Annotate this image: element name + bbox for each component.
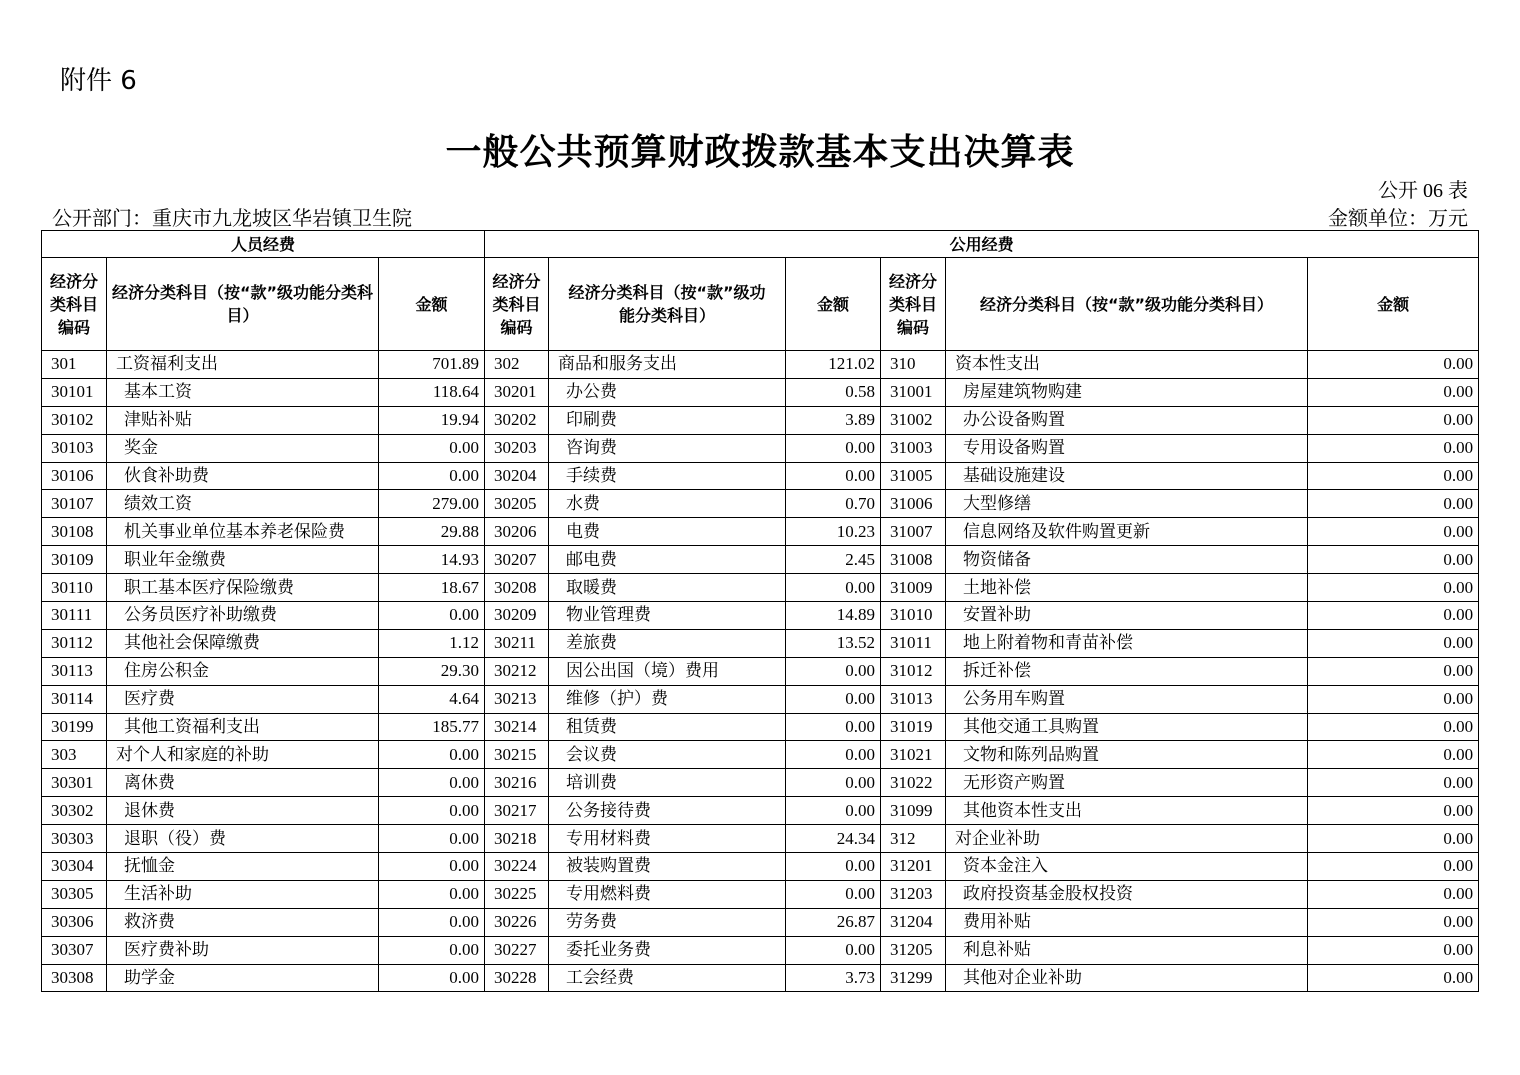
table-row (42, 434, 1479, 462)
name-cell: 土地补偿 (946, 574, 1308, 602)
code-cell: 31012 (881, 657, 946, 685)
code-cell: 30308 (42, 964, 107, 992)
header-code: 经济分类科目编码 (42, 258, 107, 351)
amount-cell: 13.52 (786, 629, 881, 657)
table-row (42, 406, 1479, 434)
name-cell: 大型修缮 (946, 490, 1308, 518)
name-cell: 基本工资 (107, 378, 379, 406)
code-cell: 30202 (485, 406, 549, 434)
table-row (42, 741, 1479, 769)
amount-cell: 1.12 (379, 629, 485, 657)
header-name: 经济分类科目（按“款”级功能分类科目） (549, 258, 786, 351)
amount-cell: 0.00 (1308, 964, 1479, 992)
name-cell: 奖金 (107, 434, 379, 462)
name-cell: 利息补贴 (946, 936, 1308, 964)
amount-cell: 0.00 (786, 434, 881, 462)
amount-cell: 0.00 (1308, 713, 1479, 741)
amount-cell: 0.00 (379, 741, 485, 769)
code-cell: 31021 (881, 741, 946, 769)
name-cell: 公务接待费 (549, 797, 786, 825)
amount-cell: 0.00 (1308, 462, 1479, 490)
unit-label: 金额单位：万元 (1328, 208, 1468, 230)
header-name: 经济分类科目（按“款”级功能分类科目） (946, 258, 1308, 351)
name-cell: 办公费 (549, 378, 786, 406)
amount-cell: 4.64 (379, 685, 485, 713)
table-row (42, 490, 1479, 518)
code-cell: 31204 (881, 908, 946, 936)
name-cell: 租赁费 (549, 713, 786, 741)
name-cell: 费用补贴 (946, 908, 1308, 936)
name-cell: 资本性支出 (946, 351, 1308, 379)
name-cell: 劳务费 (549, 908, 786, 936)
name-cell: 委托业务费 (549, 936, 786, 964)
table-row (42, 462, 1479, 490)
code-cell: 31005 (881, 462, 946, 490)
code-cell: 30214 (485, 713, 549, 741)
amount-cell: 0.00 (379, 797, 485, 825)
header-amount: 金额 (379, 258, 485, 351)
code-cell: 30109 (42, 546, 107, 574)
name-cell: 公务用车购置 (946, 685, 1308, 713)
name-cell: 房屋建筑物购建 (946, 378, 1308, 406)
code-cell: 31019 (881, 713, 946, 741)
name-cell: 离休费 (107, 769, 379, 797)
code-cell: 30304 (42, 853, 107, 881)
code-cell: 30111 (42, 602, 107, 630)
table-row (42, 574, 1479, 602)
amount-cell: 0.00 (786, 685, 881, 713)
name-cell: 无形资产购置 (946, 769, 1308, 797)
amount-cell: 19.94 (379, 406, 485, 434)
code-cell: 310 (881, 351, 946, 379)
amount-cell: 0.00 (1308, 936, 1479, 964)
amount-cell: 0.00 (1308, 853, 1479, 881)
code-cell: 31010 (881, 602, 946, 630)
amount-cell: 0.00 (1308, 602, 1479, 630)
name-cell: 培训费 (549, 769, 786, 797)
amount-cell: 0.00 (379, 936, 485, 964)
name-cell: 抚恤金 (107, 853, 379, 881)
amount-cell: 24.34 (786, 825, 881, 853)
code-cell: 31006 (881, 490, 946, 518)
code-cell: 30216 (485, 769, 549, 797)
code-cell: 30205 (485, 490, 549, 518)
name-cell: 差旅费 (549, 629, 786, 657)
amount-cell: 121.02 (786, 351, 881, 379)
table-row (42, 546, 1479, 574)
name-cell: 其他交通工具购置 (946, 713, 1308, 741)
code-cell: 30305 (42, 880, 107, 908)
name-cell: 职业年金缴费 (107, 546, 379, 574)
name-cell: 地上附着物和青苗补偿 (946, 629, 1308, 657)
amount-cell: 0.70 (786, 490, 881, 518)
code-cell: 30209 (485, 602, 549, 630)
amount-cell: 0.00 (786, 713, 881, 741)
amount-cell: 0.00 (379, 853, 485, 881)
name-cell: 其他工资福利支出 (107, 713, 379, 741)
code-cell: 31022 (881, 769, 946, 797)
name-cell: 退休费 (107, 797, 379, 825)
name-cell: 印刷费 (549, 406, 786, 434)
code-cell: 31011 (881, 629, 946, 657)
code-cell: 30208 (485, 574, 549, 602)
amount-cell: 0.00 (1308, 908, 1479, 936)
name-cell: 政府投资基金股权投资 (946, 880, 1308, 908)
name-cell: 津贴补贴 (107, 406, 379, 434)
name-cell: 取暖费 (549, 574, 786, 602)
name-cell: 对个人和家庭的补助 (107, 741, 379, 769)
code-cell: 30224 (485, 853, 549, 881)
name-cell: 被装购置费 (549, 853, 786, 881)
amount-cell: 0.00 (1308, 490, 1479, 518)
name-cell: 安置补助 (946, 602, 1308, 630)
header-amount: 金额 (1308, 258, 1479, 351)
amount-cell: 18.67 (379, 574, 485, 602)
code-cell: 30206 (485, 518, 549, 546)
amount-cell: 29.30 (379, 657, 485, 685)
code-cell: 31007 (881, 518, 946, 546)
page-title: 一般公共预算财政拨款基本支出决算表 (445, 132, 1075, 173)
amount-cell: 0.00 (1308, 574, 1479, 602)
group-header-personnel: 人员经费 (42, 231, 485, 258)
code-cell: 30307 (42, 936, 107, 964)
code-cell: 30103 (42, 434, 107, 462)
amount-cell: 26.87 (786, 908, 881, 936)
amount-cell: 0.00 (786, 574, 881, 602)
amount-cell: 0.00 (379, 769, 485, 797)
table-row (42, 880, 1479, 908)
amount-cell: 29.88 (379, 518, 485, 546)
name-cell: 医疗费 (107, 685, 379, 713)
amount-cell: 2.45 (786, 546, 881, 574)
amount-cell: 185.77 (379, 713, 485, 741)
table-row (42, 936, 1479, 964)
amount-cell: 14.93 (379, 546, 485, 574)
table-row (42, 853, 1479, 881)
code-cell: 31099 (881, 797, 946, 825)
amount-cell: 14.89 (786, 602, 881, 630)
amount-cell: 0.00 (1308, 741, 1479, 769)
name-cell: 水费 (549, 490, 786, 518)
amount-cell: 0.00 (786, 880, 881, 908)
code-cell: 30211 (485, 629, 549, 657)
name-cell: 基础设施建设 (946, 462, 1308, 490)
table-row (42, 964, 1479, 992)
name-cell: 伙食补助费 (107, 462, 379, 490)
code-cell: 31203 (881, 880, 946, 908)
code-cell: 30303 (42, 825, 107, 853)
amount-cell: 0.00 (379, 434, 485, 462)
code-cell: 30113 (42, 657, 107, 685)
code-cell: 301 (42, 351, 107, 379)
amount-cell: 0.00 (379, 602, 485, 630)
code-cell: 30228 (485, 964, 549, 992)
amount-cell: 0.00 (1308, 406, 1479, 434)
table-number: 公开 06 表 (1378, 180, 1468, 202)
name-cell: 会议费 (549, 741, 786, 769)
name-cell: 商品和服务支出 (549, 351, 786, 379)
amount-cell: 0.00 (379, 462, 485, 490)
name-cell: 助学金 (107, 964, 379, 992)
header-code: 经济分类科目编码 (485, 258, 549, 351)
code-cell: 31008 (881, 546, 946, 574)
code-cell: 30199 (42, 713, 107, 741)
name-cell: 物资储备 (946, 546, 1308, 574)
name-cell: 拆迁补偿 (946, 657, 1308, 685)
name-cell: 专用设备购置 (946, 434, 1308, 462)
name-cell: 退职（役）费 (107, 825, 379, 853)
code-cell: 31003 (881, 434, 946, 462)
name-cell: 办公设备购置 (946, 406, 1308, 434)
amount-cell: 3.89 (786, 406, 881, 434)
amount-cell: 0.00 (786, 657, 881, 685)
code-cell: 30201 (485, 378, 549, 406)
name-cell: 维修（护）费 (549, 685, 786, 713)
amount-cell: 118.64 (379, 378, 485, 406)
code-cell: 30301 (42, 769, 107, 797)
name-cell: 医疗费补助 (107, 936, 379, 964)
group-header-public: 公用经费 (485, 231, 1479, 258)
code-cell: 30203 (485, 434, 549, 462)
amount-cell: 0.00 (786, 936, 881, 964)
code-cell: 30112 (42, 629, 107, 657)
name-cell: 生活补助 (107, 880, 379, 908)
amount-cell: 279.00 (379, 490, 485, 518)
amount-cell: 0.00 (1308, 518, 1479, 546)
table-row (42, 657, 1479, 685)
code-cell: 312 (881, 825, 946, 853)
name-cell: 绩效工资 (107, 490, 379, 518)
code-cell: 30225 (485, 880, 549, 908)
name-cell: 邮电费 (549, 546, 786, 574)
code-cell: 30106 (42, 462, 107, 490)
amount-cell: 0.00 (379, 908, 485, 936)
code-cell: 30107 (42, 490, 107, 518)
name-cell: 物业管理费 (549, 602, 786, 630)
table-row (42, 797, 1479, 825)
table-row (42, 713, 1479, 741)
code-cell: 30212 (485, 657, 549, 685)
amount-cell: 0.00 (1308, 351, 1479, 379)
code-cell: 30302 (42, 797, 107, 825)
amount-cell: 0.00 (1308, 434, 1479, 462)
amount-cell: 0.00 (1308, 546, 1479, 574)
amount-cell: 0.00 (786, 741, 881, 769)
code-cell: 30213 (485, 685, 549, 713)
name-cell: 职工基本医疗保险缴费 (107, 574, 379, 602)
code-cell: 30207 (485, 546, 549, 574)
table-row (42, 908, 1479, 936)
amount-cell: 0.00 (786, 797, 881, 825)
name-cell: 信息网络及软件购置更新 (946, 518, 1308, 546)
amount-cell: 0.00 (786, 769, 881, 797)
code-cell: 30215 (485, 741, 549, 769)
name-cell: 其他资本性支出 (946, 797, 1308, 825)
code-cell: 302 (485, 351, 549, 379)
amount-cell: 0.00 (379, 880, 485, 908)
department-label: 公开部门：重庆市九龙坡区华岩镇卫生院 (52, 208, 412, 230)
name-cell: 住房公积金 (107, 657, 379, 685)
code-cell: 31009 (881, 574, 946, 602)
table-row (42, 351, 1479, 379)
header-amount: 金额 (786, 258, 881, 351)
name-cell: 文物和陈列品购置 (946, 741, 1308, 769)
name-cell: 其他社会保障缴费 (107, 629, 379, 657)
amount-cell: 3.73 (786, 964, 881, 992)
amount-cell: 0.00 (1308, 378, 1479, 406)
amount-cell: 0.00 (1308, 629, 1479, 657)
name-cell: 工资福利支出 (107, 351, 379, 379)
code-cell: 30114 (42, 685, 107, 713)
table-row (42, 825, 1479, 853)
code-cell: 30108 (42, 518, 107, 546)
code-cell: 30102 (42, 406, 107, 434)
code-cell: 30226 (485, 908, 549, 936)
table-row (42, 602, 1479, 630)
name-cell: 手续费 (549, 462, 786, 490)
table-row (42, 769, 1479, 797)
name-cell: 公务员医疗补助缴费 (107, 602, 379, 630)
code-cell: 30204 (485, 462, 549, 490)
code-cell: 31013 (881, 685, 946, 713)
name-cell: 专用材料费 (549, 825, 786, 853)
amount-cell: 0.00 (1308, 797, 1479, 825)
table-row (42, 629, 1479, 657)
name-cell: 资本金注入 (946, 853, 1308, 881)
header-name: 经济分类科目（按“款”级功能分类科目） (107, 258, 379, 351)
code-cell: 30227 (485, 936, 549, 964)
code-cell: 31201 (881, 853, 946, 881)
code-cell: 303 (42, 741, 107, 769)
code-cell: 30101 (42, 378, 107, 406)
amount-cell: 0.00 (379, 964, 485, 992)
attachment-label: 附件 6 (60, 66, 137, 96)
code-cell: 30306 (42, 908, 107, 936)
amount-cell: 0.00 (379, 825, 485, 853)
code-cell: 31205 (881, 936, 946, 964)
amount-cell: 10.23 (786, 518, 881, 546)
amount-cell: 0.00 (1308, 825, 1479, 853)
table-row (42, 378, 1479, 406)
amount-cell: 0.00 (1308, 880, 1479, 908)
name-cell: 电费 (549, 518, 786, 546)
table-row (42, 518, 1479, 546)
amount-cell: 0.00 (786, 853, 881, 881)
amount-cell: 701.89 (379, 351, 485, 379)
code-cell: 30110 (42, 574, 107, 602)
amount-cell: 0.00 (786, 462, 881, 490)
name-cell: 咨询费 (549, 434, 786, 462)
amount-cell: 0.58 (786, 378, 881, 406)
code-cell: 30218 (485, 825, 549, 853)
name-cell: 工会经费 (549, 964, 786, 992)
table-row (42, 685, 1479, 713)
header-code: 经济分类科目编码 (881, 258, 946, 351)
code-cell: 30217 (485, 797, 549, 825)
code-cell: 31299 (881, 964, 946, 992)
name-cell: 救济费 (107, 908, 379, 936)
code-cell: 31001 (881, 378, 946, 406)
name-cell: 机关事业单位基本养老保险费 (107, 518, 379, 546)
name-cell: 对企业补助 (946, 825, 1308, 853)
amount-cell: 0.00 (1308, 769, 1479, 797)
name-cell: 因公出国（境）费用 (549, 657, 786, 685)
name-cell: 其他对企业补助 (946, 964, 1308, 992)
expenditure-table (41, 230, 1479, 992)
code-cell: 31002 (881, 406, 946, 434)
amount-cell: 0.00 (1308, 657, 1479, 685)
amount-cell: 0.00 (1308, 685, 1479, 713)
name-cell: 专用燃料费 (549, 880, 786, 908)
